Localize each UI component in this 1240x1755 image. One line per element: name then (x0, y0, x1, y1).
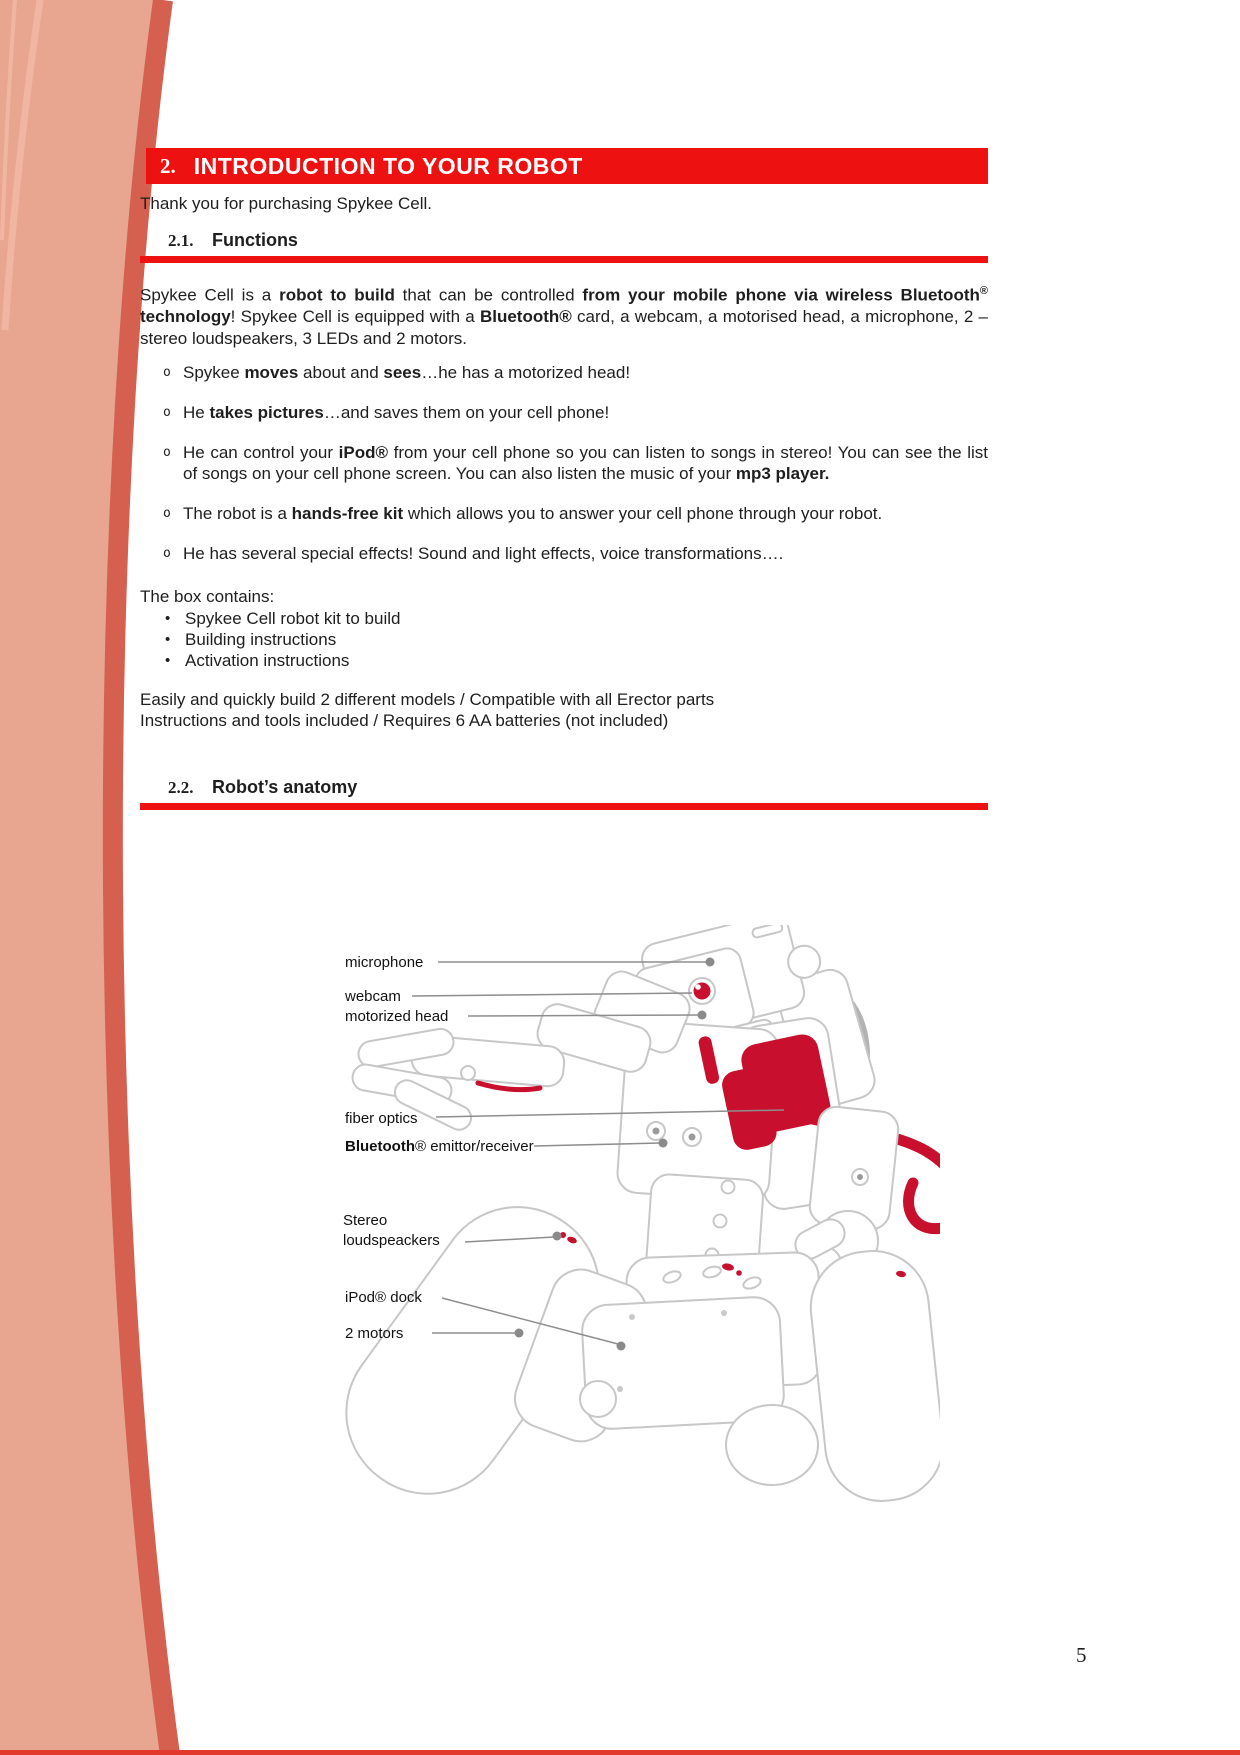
list-item: • Activation instructions (165, 651, 350, 670)
bottom-edge-bar (0, 1750, 1240, 1755)
anatomy-heading-block (140, 777, 988, 810)
list-item: • Building instructions (165, 630, 337, 649)
section-banner (146, 148, 988, 184)
list-item: o He can control your iPod® from your cell phone so you can listen to songs in stereo! You can see the list of songs on your cell phone screen. You can also listen the music of your mp3 player. (163, 443, 988, 483)
functions-heading-title: Functions (211, 230, 298, 250)
intro-text: Thank you for purchasing Spykee Cell. (140, 194, 432, 213)
functions-bullet-list (140, 362, 988, 583)
bullet-marker: o (163, 546, 171, 561)
functions-paragraph: Spykee Cell is a robot to build that can be controlled from your mobile phone via wireless Bluetooth® technology! Spykee Cell is equipped with a Bluetooth® card, a webcam, a motorised head, a microphone, 2 – stereo loudspeakers, 3 LEDs and 2 motors. (140, 285, 988, 348)
label-microphone: microphone (345, 954, 424, 971)
bullet-marker: o (163, 445, 171, 460)
anatomy-heading-number: 2.2. (168, 778, 194, 797)
bullet-marker: o (163, 405, 171, 420)
list-item: o He takes pictures…and saves them on your cell phone! (163, 403, 610, 422)
list-item: o Spykee moves about and sees…he has a motorized head! (163, 363, 631, 382)
label-ipod-dock: iPod® dock (345, 1289, 422, 1306)
list-item: o The robot is a hands-free kit which allows you to answer your cell phone through your robot. (163, 504, 883, 523)
note-line: Easily and quickly build 2 different models / Compatible with all Erector parts (140, 690, 715, 709)
functions-heading-block (140, 230, 988, 263)
list-item: o He has several special effects! Sound and light effects, voice transformations…. (163, 544, 784, 563)
bullet-marker: o (163, 365, 171, 380)
label-webcam: webcam (345, 988, 401, 1005)
page-number: 5 (1076, 1643, 1087, 1667)
red-rule (140, 803, 988, 810)
label-stereo-loudspeakers: Stereo loudspeackers (343, 1212, 440, 1249)
bullet-marker: • (165, 631, 171, 648)
section-title: INTRODUCTION TO YOUR ROBOT (193, 152, 583, 179)
functions-heading-number: 2.1. (168, 231, 194, 250)
note-line: Instructions and tools included / Requires 6 AA batteries (not included) (140, 711, 669, 730)
red-rule (140, 256, 988, 263)
bullet-marker: o (163, 506, 171, 521)
bullet-marker: • (165, 610, 171, 627)
box-contents-label: The box contains: (140, 587, 275, 606)
left-decorative-band (0, 0, 200, 1755)
bullet-marker: • (165, 652, 171, 669)
label-bluetooth: Bluetooth® emittor/receiver (345, 1138, 534, 1155)
label-2-motors: 2 motors (345, 1325, 404, 1342)
notes-block (140, 689, 988, 731)
list-item: • Spykee Cell robot kit to build (165, 609, 401, 628)
box-contents-block (140, 586, 988, 671)
robot-anatomy-diagram (300, 925, 940, 1505)
anatomy-heading-title: Robot’s anatomy (211, 777, 358, 797)
label-fiber-optics: fiber optics (345, 1110, 418, 1127)
label-motorized-head: motorized head (345, 1008, 449, 1025)
section-number: 2. (160, 153, 176, 178)
